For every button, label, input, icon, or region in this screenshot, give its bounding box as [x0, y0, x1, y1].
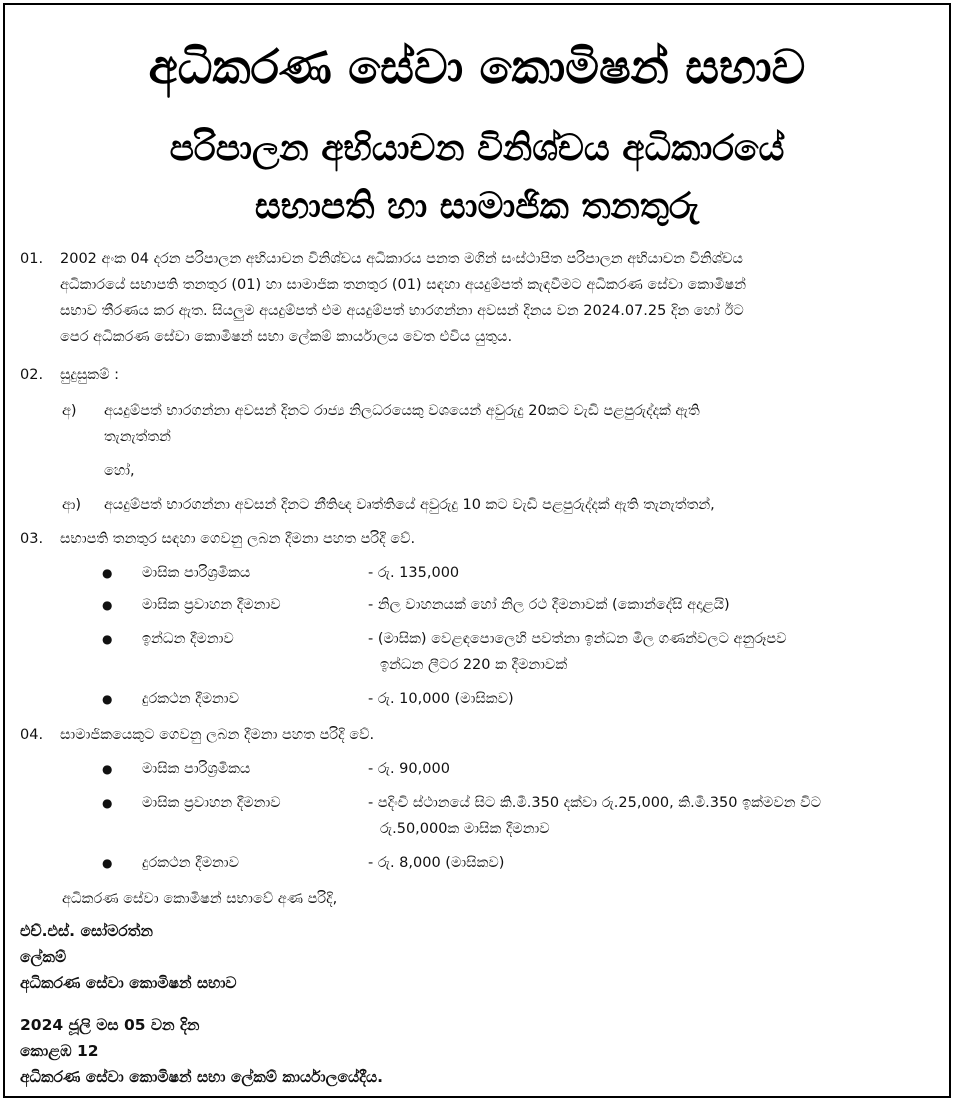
allowance-label: දුරකථන දීමනාව: [142, 855, 240, 871]
allowance-value: - පදිංචි ස්ථානයේ සිට කි.මී.350 දක්වා රු.25,000, කි.මී.350 ඉක්මවන විට: [368, 795, 822, 811]
allowance-value: - රු. 135,000: [368, 565, 460, 581]
allowance-label: මාසික ප්‍රවාහන දීමනාව: [142, 795, 281, 811]
allowance-label: දුරකථන දීමනාව: [142, 691, 240, 707]
allowance-label: ඉන්ධන දීමනාව: [142, 631, 234, 647]
bullet-icon: ●: [102, 796, 113, 810]
bullet-icon: ●: [102, 856, 113, 870]
member-allowances-heading: සාමාජිකයෙකුට ගෙවනු ලබන දීමනා පහත පරිදි වේ.: [60, 727, 375, 743]
allowance-label: මාසික පාරිශ්‍රමිකය: [142, 761, 251, 777]
allowance-label: මාසික පාරිශ්‍රමිකය: [142, 565, 251, 581]
qualifications-heading: සුදුසුකම් :: [60, 367, 119, 383]
bullet-icon: ●: [102, 762, 113, 776]
allowance-label: මාසික ප්‍රවාහන දීමනාව: [142, 597, 281, 613]
chairman-allowances-heading: සභාපති තනතුර සඳහා ගෙවනු ලබන දීමනා පහත පරිදි වේ.: [60, 531, 416, 547]
signatory-name: එච්.එස්. සෝමරත්න: [20, 922, 153, 940]
issue-date: 2024 ජූලි මස 05 වන දින: [20, 1016, 200, 1034]
qualification-b-text: අයදුම්පත් භාරගන්නා අවසන් දිනට නීතිඥ වෘත්තියේ අවුරුදු 10 කට වැඩි පළපුරුද්දක් ඇති තැනැත්තන්,: [104, 497, 715, 513]
bullet-icon: ●: [102, 692, 113, 706]
section-number: 02.: [20, 367, 44, 383]
or-text: හෝ,: [104, 463, 135, 479]
section-number: 01.: [20, 251, 44, 267]
closing-line: අධිකරණ සේවා කොමිෂන් සභාවේ අණ පරිදි,: [62, 891, 338, 907]
section-number: 04.: [20, 727, 44, 743]
allowance-value: - රු. 8,000 (මාසිකව): [368, 855, 505, 871]
commission-title: අධිකරණ සේවා කොමිෂන් සභාව: [148, 40, 806, 95]
section-number: 03.: [20, 531, 44, 547]
allowance-value: - රු. 90,000: [368, 761, 450, 777]
allowance-value: - (මාසික) වෙළඳපොලෙහි පවත්නා ඉන්ධන මිල ගණන්වලට අනුරූපව: [368, 631, 787, 647]
signatory-title: ලේකම්: [20, 948, 67, 966]
issue-office: අධිකරණ සේවා කොමිෂන් සභා ලේකම් කාර්යාලයේදීය.: [20, 1068, 384, 1086]
notice-title-line1: පරිපාලන අභියාචන විනිශ්චය අධිකාරයේ: [169, 128, 785, 169]
allowance-value-cont: ඉන්ධන ලීටර 220 ක දීමනාවක්: [380, 657, 568, 673]
bullet-icon: ●: [102, 566, 113, 580]
bullet-icon: ●: [102, 598, 113, 612]
qualification-a-line: තැනැත්තන්: [104, 429, 171, 445]
notice-title-line2: සභාපති හා සාමාජික තනතුරු: [254, 186, 700, 227]
sub-marker-b: ආ): [62, 497, 82, 513]
section-1-line: පෙර අධිකරණ සේවා කොමිෂන් සභා ලේකම් කාර්යාලය වෙත එවිය යුතුය.: [60, 329, 513, 345]
allowance-value: - රු. 10,000 (මාසිකව): [368, 691, 514, 707]
section-1-line: 2002 අංක 04 දරන පරිපාලන අභියාචන විනිශ්චය අධිකාරය පනත මගින් සංස්ථාපිත පරිපාලන අභියාචන විනිශ්චය: [60, 251, 743, 267]
issue-city: කොළඹ 12: [20, 1042, 99, 1060]
bullet-icon: ●: [102, 632, 113, 646]
signatory-org: අධිකරණ සේවා කොමිෂන් සභාව: [20, 974, 237, 992]
qualification-a-line: අයදුම්පත් භාරගන්නා අවසන් දිනට රාජ්‍ය නිලධරයෙකු වශයෙන් අවුරුදු 20කට වැඩි පළපුරුද්දක් ඇති: [104, 403, 700, 419]
allowance-value-cont: රු.50,000ක මාසික දීමනාව: [380, 821, 550, 837]
section-1-line: අධිකාරයේ සභාපති තනතුර (01) හා සාමාජික තනතුර (01) සඳහා අයදුම්පත් කැඳවීමට අධිකරණ සේවා කොමිෂන්: [60, 277, 746, 293]
allowance-value: - නිල වාහනයක් හෝ නිල රථ දීමනාවක් (කොන්දේසි අදාළයි): [368, 597, 730, 613]
section-1-line: සභාව තීරණය කර ඇත. සියලුම අයදුම්පත් එම අයදුම්පත් භාරගන්නා අවසන් දිනය වන 2024.07.25 දින හෝ ඊට: [60, 303, 744, 319]
sub-marker-a: අ): [62, 403, 77, 419]
